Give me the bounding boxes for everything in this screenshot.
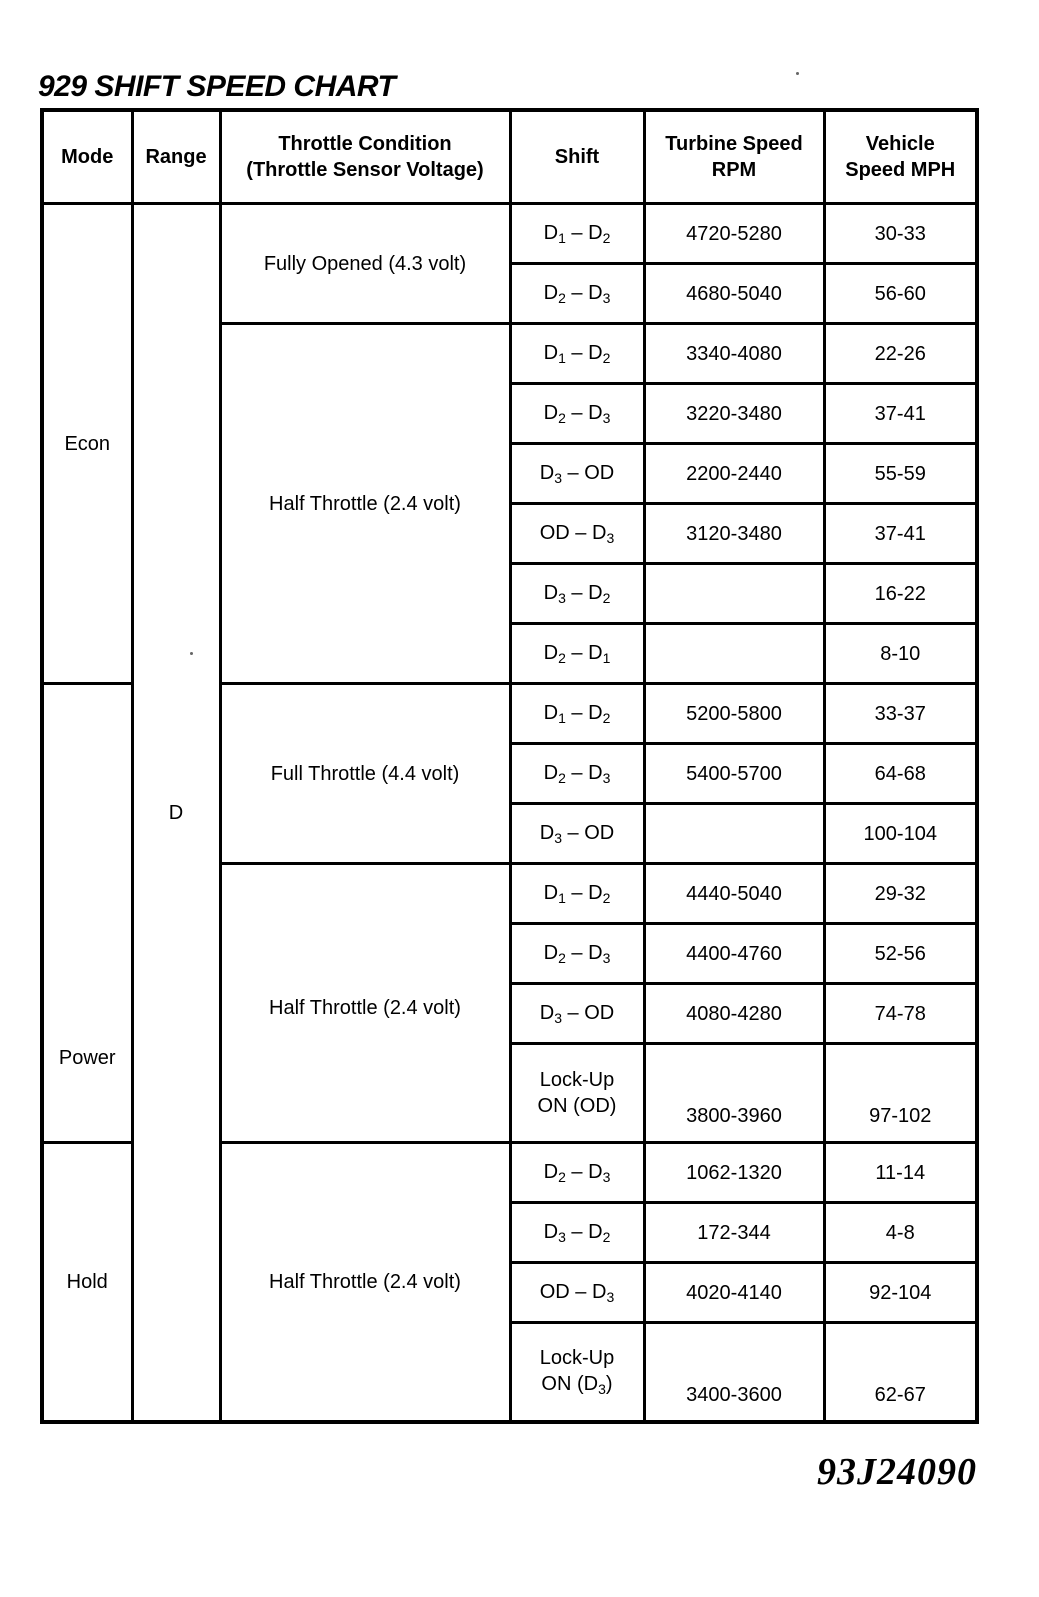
- range-d: D: [132, 204, 220, 1423]
- mph-cell: 8-10: [824, 624, 977, 684]
- shift-cell: $D_3$ – OD: [510, 444, 644, 504]
- mph-cell: 97-102: [824, 1044, 977, 1143]
- header-rpm-line2: RPM: [711, 159, 757, 181]
- throttle-econ-full: Fully Opened (4.3 volt): [220, 204, 510, 324]
- mph-cell: 16-22: [824, 564, 977, 624]
- mph-cell: 37-41: [824, 384, 977, 444]
- shift-cell: $D_3$ – OD: [510, 984, 644, 1044]
- lockup-line1: Lock-Up: [539, 1347, 615, 1370]
- page-title: 929 SHIFT SPEED CHART: [38, 70, 396, 103]
- shift-cell: $D_3 - D_2$: [510, 564, 644, 624]
- mode-hold: Hold: [42, 1143, 132, 1423]
- rpm-cell: [644, 804, 824, 864]
- header-throttle-condition: [220, 110, 510, 204]
- shift-cell: $D_2 - D_1$: [510, 624, 644, 684]
- scan-speck: [796, 72, 799, 75]
- rpm-cell: 4680-5040: [644, 264, 824, 324]
- rpm-cell: 3400-3600: [644, 1323, 824, 1423]
- mph-cell: 92-104: [824, 1263, 977, 1323]
- mph-cell: 74-78: [824, 984, 977, 1044]
- lockup-line1: Lock-Up: [539, 1069, 615, 1091]
- header-mph-line2: Speed MPH: [845, 159, 956, 181]
- rpm-cell: [644, 564, 824, 624]
- rpm-cell: 3220-3480: [644, 384, 824, 444]
- throttle-power-half: Half Throttle (2.4 volt): [220, 864, 510, 1143]
- rpm-cell: 3120-3480: [644, 504, 824, 564]
- shift-cell: $D_3 - D_2$: [510, 1203, 644, 1263]
- rpm-cell: 4400-4760: [644, 924, 824, 984]
- mph-cell: 37-41: [824, 504, 977, 564]
- rpm-cell: 4080-4280: [644, 984, 824, 1044]
- mph-cell: 30-33: [824, 204, 977, 264]
- mph-cell: 62-67: [824, 1323, 977, 1423]
- mph-cell: 64-68: [824, 744, 977, 804]
- throttle-econ-half: Half Throttle (2.4 volt): [220, 324, 510, 684]
- header-row: [42, 110, 977, 204]
- header-mode: Mode: [42, 110, 132, 204]
- rpm-cell: 172-344: [644, 1203, 824, 1263]
- header-throttle-line2: (Throttle Sensor Voltage): [246, 159, 484, 181]
- lockup-line2: ON (OD): [537, 1095, 617, 1117]
- mph-cell: 100-104: [824, 804, 977, 864]
- shift-cell-lockup: [510, 1323, 644, 1423]
- mph-cell: 29-32: [824, 864, 977, 924]
- scan-speck: [190, 652, 193, 655]
- shift-cell: $D_2 - D_3$: [510, 1143, 644, 1203]
- mph-cell: 55-59: [824, 444, 977, 504]
- rpm-cell: 2200-2440: [644, 444, 824, 504]
- shift-cell: $D_1 - D_2$: [510, 204, 644, 264]
- rpm-cell: 4440-5040: [644, 864, 824, 924]
- header-range: Range: [132, 110, 220, 204]
- header-turbine-speed: [644, 110, 824, 204]
- shift-cell: $D_1 - D_2$: [510, 864, 644, 924]
- shift-cell: OD – $D_3$: [510, 1263, 644, 1323]
- mph-cell: 11-14: [824, 1143, 977, 1203]
- shift-cell: $D_2 - D_3$: [510, 744, 644, 804]
- rpm-cell: 3340-4080: [644, 324, 824, 384]
- shift-cell: $D_3$ – OD: [510, 804, 644, 864]
- rpm-cell: 5200-5800: [644, 684, 824, 744]
- mph-cell: 33-37: [824, 684, 977, 744]
- shift-cell-lockup: [510, 1044, 644, 1143]
- rpm-cell: 4020-4140: [644, 1263, 824, 1323]
- header-vehicle-speed: [824, 110, 977, 204]
- table-row: [42, 204, 977, 264]
- rpm-cell: 5400-5700: [644, 744, 824, 804]
- mode-econ: Econ: [42, 204, 132, 684]
- shift-cell: $D_2 - D_3$: [510, 384, 644, 444]
- mph-cell: 4-8: [824, 1203, 977, 1263]
- shift-cell: $D_2 - D_3$: [510, 924, 644, 984]
- mode-power: Power: [42, 684, 132, 1143]
- shift-cell: $D_1 - D_2$: [510, 324, 644, 384]
- mph-cell: 22-26: [824, 324, 977, 384]
- mph-cell: 56-60: [824, 264, 977, 324]
- rpm-cell: 1062-1320: [644, 1143, 824, 1203]
- rpm-cell: 3800-3960: [644, 1044, 824, 1143]
- header-rpm-line1: Turbine Speed: [665, 133, 803, 155]
- throttle-power-full: Full Throttle (4.4 volt): [220, 684, 510, 864]
- shift-cell: $D_1 - D_2$: [510, 684, 644, 744]
- figure-id: 93J24090: [817, 1451, 977, 1493]
- header-mph-line1: Vehicle: [865, 133, 935, 155]
- shift-cell: $D_2 - D_3$: [510, 264, 644, 324]
- header-shift: Shift: [510, 110, 644, 204]
- rpm-cell: [644, 624, 824, 684]
- shift-speed-table: [40, 108, 979, 1424]
- shift-cell: OD – $D_3$: [510, 504, 644, 564]
- mph-cell: 52-56: [824, 924, 977, 984]
- lockup-line2: ON $(D_3)$: [541, 1373, 613, 1398]
- throttle-hold-half: Half Throttle (2.4 volt): [220, 1143, 510, 1423]
- header-throttle-line1: Throttle Condition: [278, 133, 452, 155]
- rpm-cell: 4720-5280: [644, 204, 824, 264]
